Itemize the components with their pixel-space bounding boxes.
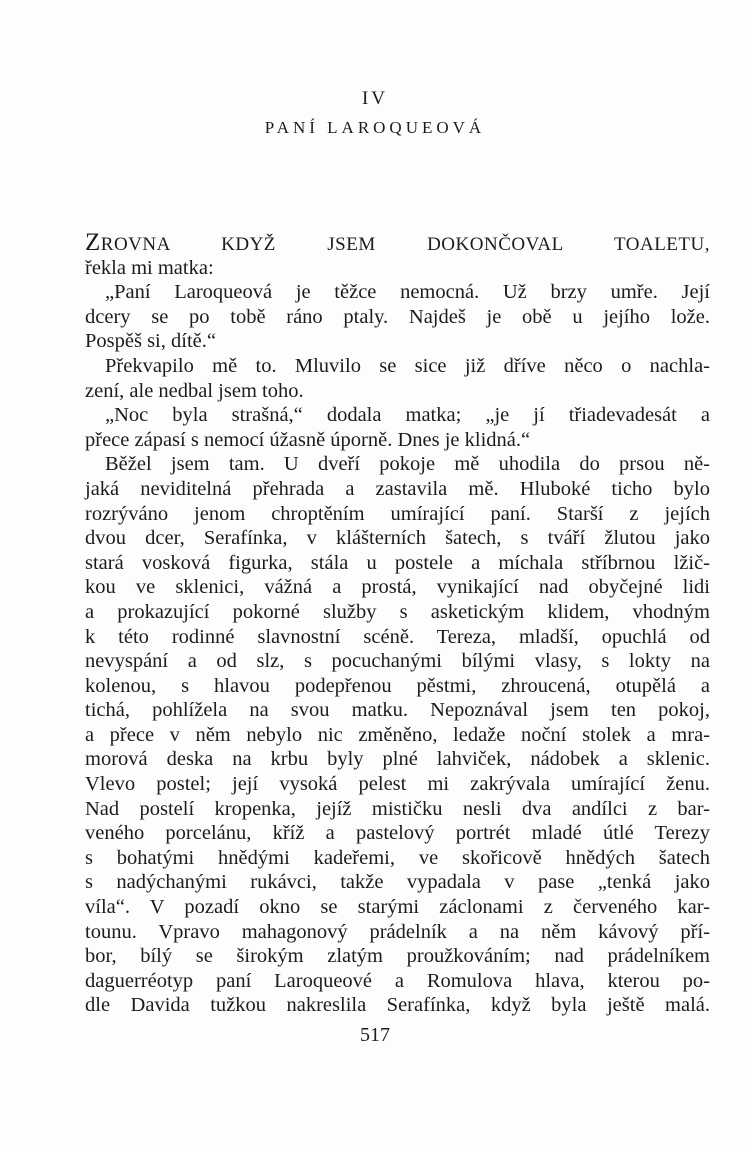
text-line: „Noc byla strašná,“ dodala matka; „je jí třiadevadesát a xyxy=(105,404,710,427)
text-line: s bohatými hnědými kadeřemi, ve skořicově hnědých šatech xyxy=(85,846,710,869)
page-number: 517 xyxy=(360,1024,390,1046)
text-line: tounu. Vpravo mahagonový prádelník a na něm kávový pří- xyxy=(85,920,710,943)
text-line: morová deska na krbu byly plné lahviček, nádobek a sklenic. xyxy=(85,748,710,771)
text-line: a přece v něm nebylo nic změněno, ledaže noční stolek a mra- xyxy=(85,723,710,746)
text-line: „Paní Laroqueová je těžce nemocná. Už brzy umře. Její xyxy=(105,281,710,304)
text-line: Vlevo postel; její vysoká pelest mi zakrývala umírající ženu. xyxy=(85,773,710,796)
text-line: kou ve sklenici, vážná a prostá, vynikající nad obyčejné lidi xyxy=(85,576,710,599)
text-line: Překvapilo mě to. Mluvilo se sice již dříve něco o nachla- xyxy=(105,354,710,377)
text-line: tichá, pohlížela na svou matku. Nepoznával jsem ten pokoj, xyxy=(85,699,710,722)
text-line: daguerréotyp paní Laroqueové a Romulova hlava, kterou po- xyxy=(85,969,710,992)
text-line: víla“. V pozadí okno se starými záclonami z červeného kar- xyxy=(85,896,710,919)
text-line: dvou dcer, Serafínka, v klášterních šatech, s tváří žlutou jako xyxy=(85,527,710,550)
text-line: přece zápasí s nemocí úžasně úporně. Dnes je klidná.“ xyxy=(85,428,531,451)
chapter-title: PANÍ LAROQUEOVÁ xyxy=(264,118,486,137)
text-line: ZROVNA KDYŽ JSEM DOKONČOVAL TOALETU, xyxy=(85,229,710,256)
text-line: k této rodinné slavnostní scéně. Tereza, mladší, opuchlá od xyxy=(85,625,710,648)
text-line: Pospěš si, dítě.“ xyxy=(85,330,216,353)
text-line: veného porcelánu, kříž a pastelový portrét mladé útlé Terezy xyxy=(85,822,710,845)
text-line: rozrýváno jenom chroptěním umírající paní. Starší z jejích xyxy=(85,502,710,525)
chapter-number: IV xyxy=(361,88,389,109)
text-line: stará vosková figurka, stála u postele a míchala stříbrnou lžič- xyxy=(85,551,710,574)
text-line: a prokazující pokorné služby s asketickým klidem, vhodným xyxy=(85,600,710,623)
text-line: nevyspání a od slz, s pocuchanými bílými vlasy, s lokty na xyxy=(85,650,710,673)
text-line: kolenou, s hlavou podepřenou pěstmi, zhroucená, otupělá a xyxy=(85,674,710,697)
text-line: Běžel jsem tam. U dveří pokoje mě uhodila do prsou ně- xyxy=(105,453,710,476)
text-line: bor, bílý se širokým zlatým proužkováním; nad prádelníkem xyxy=(85,945,710,968)
text-line: dcery se po tobě ráno ptaly. Najdeš je obě u jejího lože. xyxy=(85,305,710,328)
text-line: řekla mi matka: xyxy=(85,256,214,279)
text-line: s nadýchanými rukávci, takže vypadala v pase „tenká jako xyxy=(85,871,710,894)
text-line: zení, ale nedbal jsem toho. xyxy=(85,379,304,402)
text-line: dle Davida tužkou nakreslila Serafínka, když byla ještě malá. xyxy=(85,994,710,1017)
body-text xyxy=(85,231,710,1018)
text-line: jaká neviditelná přehrada a zastavila mě. Hluboké ticho bylo xyxy=(85,477,710,500)
text-line: Nad postelí kropenka, jejíž mističku nesli dva andílci z bar- xyxy=(85,797,710,820)
